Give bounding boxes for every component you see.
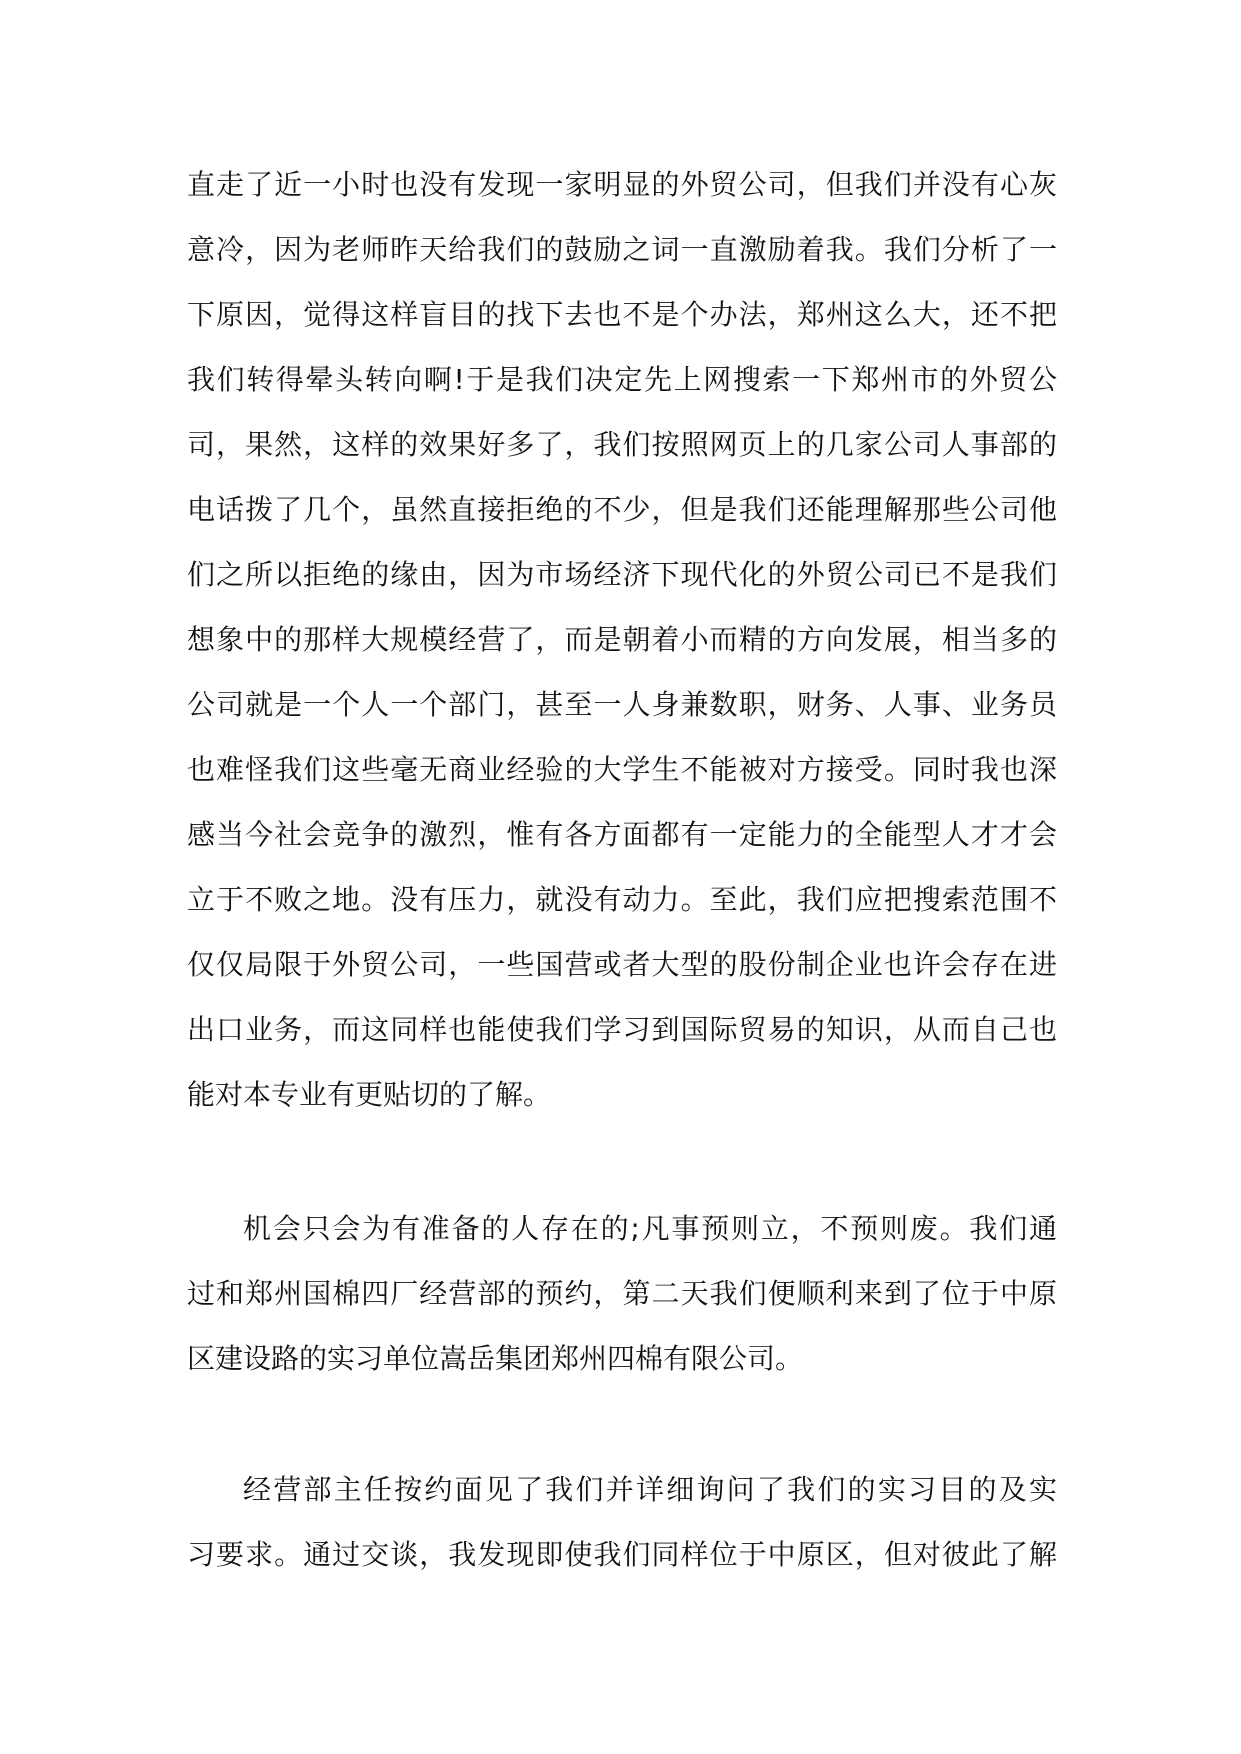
paragraph-2 — [187, 1196, 1057, 1391]
text-line: 感当今社会竞争的激烈，惟有各方面都有一定能力的全能型人才才会 — [187, 818, 1057, 851]
paragraph-3 — [187, 1457, 1057, 1587]
text-line: 区建设路的实习单位嵩岳集团郑州四棉有限公司。 — [187, 1342, 804, 1375]
text-line: 立于不败之地。没有压力，就没有动力。至此，我们应把搜索范围不 — [187, 883, 1057, 916]
text-line: 下原因，觉得这样盲目的找下去也不是个办法，郑州这么大，还不把 — [187, 298, 1057, 331]
text-line: 过和郑州国棉四厂经营部的预约，第二天我们便顺利来到了位于中原 — [187, 1277, 1057, 1310]
paragraph-1 — [187, 152, 1057, 1127]
text-line: 司，果然，这样的效果好多了，我们按照网页上的几家公司人事部的 — [187, 428, 1057, 461]
text-line: 们之所以拒绝的缘由，因为市场经济下现代化的外贸公司已不是我们 — [187, 558, 1057, 591]
text-line: 出口业务，而这同样也能使我们学习到国际贸易的知识，从而自己也 — [187, 1013, 1057, 1046]
text-line: 我们转得晕头转向啊!于是我们决定先上网搜索一下郑州市的外贸公 — [187, 363, 1057, 396]
text-line: 公司就是一个人一个部门，甚至一人身兼数职，财务、人事、业务员 — [187, 688, 1057, 721]
text-line: 直走了近一小时也没有发现一家明显的外贸公司，但我们并没有心灰 — [187, 168, 1057, 201]
text-line: 电话拨了几个，虽然直接拒绝的不少，但是我们还能理解那些公司他 — [187, 493, 1057, 526]
text-line: 仅仅局限于外贸公司，一些国营或者大型的股份制企业也许会存在进 — [187, 948, 1057, 981]
text-line: 机会只会为有准备的人存在的;凡事预则立，不预则废。我们通 — [243, 1212, 1057, 1245]
text-line: 习要求。通过交谈，我发现即使我们同样位于中原区，但对彼此了解 — [187, 1538, 1057, 1571]
text-line: 经营部主任按约面见了我们并详细询问了我们的实习目的及实 — [243, 1473, 1057, 1506]
text-line: 想象中的那样大规模经营了，而是朝着小而精的方向发展，相当多的 — [187, 623, 1057, 656]
text-line: 也难怪我们这些毫无商业经验的大学生不能被对方接受。同时我也深 — [187, 753, 1057, 786]
text-line: 意冷，因为老师昨天给我们的鼓励之词一直激励着我。我们分析了一 — [187, 233, 1057, 266]
text-line: 能对本专业有更贴切的了解。 — [187, 1078, 552, 1111]
